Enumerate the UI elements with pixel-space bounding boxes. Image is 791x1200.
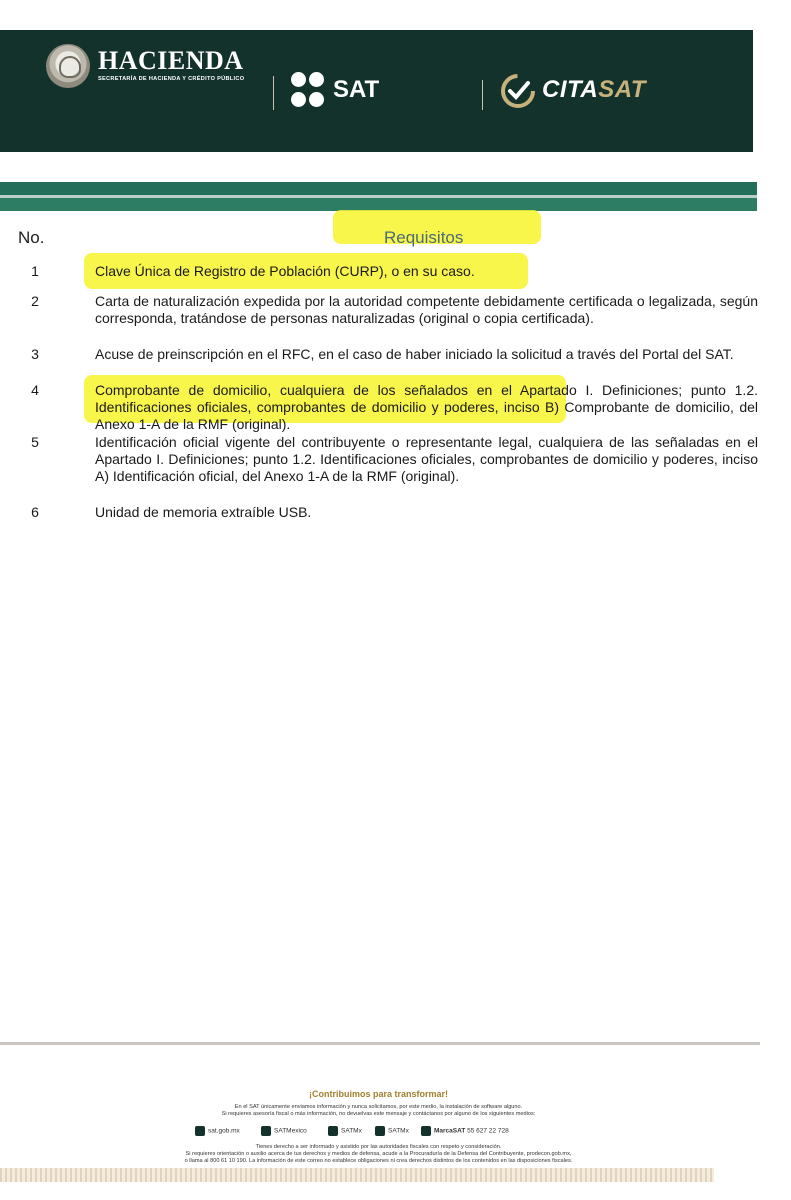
- facebook-icon: [261, 1126, 271, 1136]
- column-header-no: No.: [18, 228, 45, 247]
- footer-slogan: ¡Contribuimos para transformar!: [308, 1089, 449, 1099]
- row-number: 5: [31, 434, 39, 450]
- requirement-text: Comprobante de domicilio, cualquiera de los señalados en el Apartado I. Definiciones; punto 1.2. Identificaciones oficiales, comprobantes de domicilio y poderes, inciso B) Comprobante de domicilio, del Anexo 1-A de la RMF (original).: [95, 382, 758, 432]
- citasat-emblem-icon: [500, 73, 536, 109]
- citasat-title-part2: SAT: [598, 76, 646, 103]
- footer-notice: En el SAT únicamente enviamos información y nunca solicitamos, por este medio, la instalación de software alguno.: [234, 1104, 523, 1110]
- citasat-title: [542, 76, 646, 104]
- row-number: 4: [31, 382, 39, 398]
- row-number: 2: [31, 293, 39, 309]
- social-twitter-label: SATMx: [341, 1127, 362, 1135]
- sat-title: SAT: [333, 76, 380, 103]
- row-number: 3: [31, 346, 39, 362]
- row-number: 1: [31, 263, 39, 279]
- row-number: 6: [31, 504, 39, 520]
- social-links: [195, 1126, 575, 1138]
- social-marca-label: MarcaSAT: [434, 1127, 466, 1135]
- requirement-text: Carta de naturalización expedida por la autoridad competente debidamente certificada o legalizada, según corresponda, tratándose de personas naturalizadas (original o copia certificada).: [95, 293, 758, 326]
- social-youtube-label: SATMx: [388, 1127, 409, 1135]
- citasat-logo: [500, 73, 680, 109]
- social-facebook[interactable]: [261, 1126, 307, 1138]
- twitter-icon: [328, 1126, 338, 1136]
- social-web[interactable]: [195, 1126, 240, 1138]
- citasat-title-part1: CITA: [542, 76, 599, 103]
- hacienda-subtitle: SECRETARÍA DE HACIENDA Y CRÉDITO PÚBLICO: [98, 76, 245, 82]
- logo-divider: [482, 80, 483, 110]
- coat-of-arms-icon: [46, 44, 90, 88]
- top-bar: [0, 182, 757, 195]
- logo-divider: [273, 76, 274, 110]
- youtube-icon: [375, 1126, 385, 1136]
- footer-divider: [0, 1042, 760, 1045]
- sat-dots-icon: [289, 72, 327, 110]
- social-marca-phone: 55 627 22 728: [467, 1127, 509, 1135]
- social-twitter[interactable]: [328, 1126, 362, 1138]
- footer-disclaimer: o llama al 800 61 10 190. La información de este correo no establece obligaciones ni crea derechos distintos de los contenidos en las disposiciones fiscales.: [184, 1158, 573, 1164]
- footer-notice: Si requieres asesoría fiscal o más información, no devuelvas este mensaje y contáctanos por alguno de los siguientes medios:: [221, 1111, 536, 1117]
- column-header-requisitos: Requisitos: [384, 228, 464, 247]
- web-icon: [195, 1126, 205, 1136]
- sat-logo: [289, 70, 409, 112]
- footer-pattern: [0, 1168, 714, 1182]
- requirement-text: Clave Única de Registro de Población (CURP), o en su caso.: [95, 263, 475, 279]
- requirement-text: Identificación oficial vigente del contribuyente o representante legal, cualquiera de las señaladas en el Apartado I. Definiciones; punto 1.2. Identificaciones oficiales, comprobantes de domicilio y poderes, inciso A) Identificación oficial, del Anexo 1-A de la RMF (original).: [95, 434, 758, 484]
- phone-icon: [421, 1126, 431, 1136]
- social-facebook-label: SATMexico: [274, 1127, 307, 1135]
- social-youtube[interactable]: [375, 1126, 409, 1138]
- requirement-text: Unidad de memoria extraíble USB.: [95, 504, 312, 520]
- hacienda-logo: [46, 44, 266, 84]
- requirement-text: Acuse de preinscripción en el RFC, en el caso de haber iniciado la solicitud a través del Portal del SAT.: [95, 346, 734, 362]
- hacienda-title: HACIENDA: [98, 46, 244, 75]
- social-web-label: sat.gob.mx: [208, 1127, 240, 1135]
- footer-rights: Tienes derecho a ser informado y asistido por las autoridades fiscales con respeto y consideración.: [255, 1144, 502, 1150]
- footer-prodecon: Si requieres orientación o auxilio acerca de tus derechos y medios de defensa, acude a la Procuraduría de la Defensa del Contribuyente, prodecon.gob.mx,: [185, 1151, 572, 1157]
- social-marca[interactable]: [421, 1126, 509, 1138]
